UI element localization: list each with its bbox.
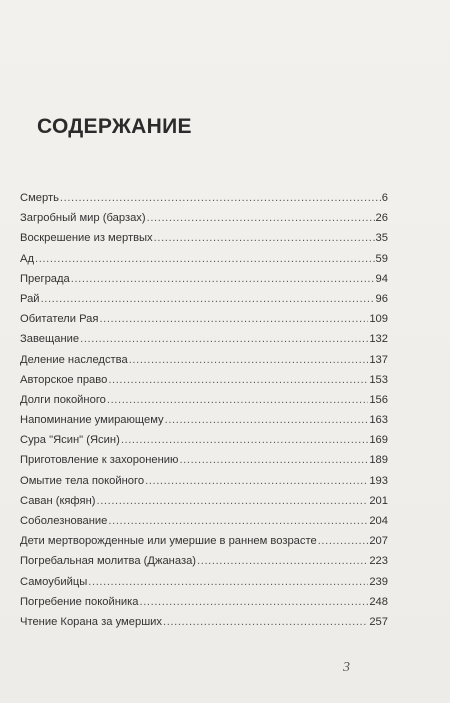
toc-entry-page: 59 — [375, 252, 388, 265]
toc-entry — [20, 495, 388, 515]
toc-entry — [20, 354, 388, 374]
dot-leader — [197, 555, 368, 567]
dot-leader — [96, 495, 368, 507]
toc-entry-label: Чтение Корана за умерших — [20, 615, 163, 628]
toc-entry-page: 109 — [369, 313, 388, 326]
toc-entry — [20, 293, 388, 313]
toc-entry-label: Погребальная молитва (Джаназа) — [20, 555, 197, 568]
dot-leader — [179, 454, 368, 466]
toc-entry-page: 169 — [369, 434, 388, 447]
toc-entry-label: Обитатели Рая — [20, 313, 99, 326]
toc-entry — [20, 434, 388, 454]
dot-leader — [154, 232, 375, 244]
toc-entry-page: 137 — [369, 353, 388, 366]
toc-entry-page: 35 — [375, 232, 388, 245]
dot-leader — [147, 212, 375, 224]
toc-entry — [20, 273, 388, 293]
page-number: 3 — [343, 660, 350, 675]
toc-entry-page: 207 — [369, 535, 388, 548]
toc-entry — [20, 192, 388, 212]
toc-entry-label: Рай — [20, 292, 40, 305]
toc-entry — [20, 394, 388, 414]
dot-leader — [140, 596, 369, 608]
toc-entry — [20, 313, 388, 333]
dot-leader — [108, 515, 368, 527]
toc-entry-page: 193 — [369, 474, 388, 487]
dot-leader — [41, 293, 375, 305]
toc-entry-label: Авторское право — [20, 373, 108, 386]
table-of-contents — [20, 192, 388, 636]
toc-entry — [20, 374, 388, 394]
toc-entry-label: Саван (кяфян) — [20, 494, 96, 507]
dot-leader — [88, 576, 368, 588]
toc-entry-page: 6 — [381, 192, 388, 204]
toc-entry-label: Соболезнование — [20, 515, 108, 527]
toc-entry-label: Преграда — [20, 272, 70, 285]
toc-entry-label: Дети мертворожденные или умершие в раннем возрасте — [20, 535, 317, 548]
dot-leader — [163, 616, 368, 628]
page-title: СОДЕРЖАНИЕ — [37, 115, 192, 138]
dot-leader — [108, 374, 368, 386]
dot-leader — [121, 434, 369, 446]
toc-entry-label: Приготовление к захоронению — [20, 454, 179, 467]
toc-entry — [20, 253, 388, 273]
dot-leader — [129, 354, 369, 366]
toc-entry — [20, 475, 388, 495]
toc-entry-label: Смерть — [20, 192, 59, 204]
toc-entry-page: 153 — [369, 373, 388, 386]
toc-entry-page: 248 — [369, 595, 388, 608]
toc-entry-label: Деление наследства — [20, 353, 128, 366]
toc-entry-page: 201 — [369, 494, 388, 507]
toc-entry — [20, 454, 388, 474]
dot-leader — [165, 414, 369, 426]
dot-leader — [145, 475, 368, 487]
toc-entry-page: 96 — [375, 292, 388, 305]
toc-entry — [20, 232, 388, 252]
toc-entry-label: Ад — [20, 252, 34, 265]
toc-entry — [20, 535, 388, 555]
toc-entry-label: Долги покойного — [20, 393, 106, 406]
toc-entry-page: 223 — [369, 555, 388, 568]
toc-entry-label: Воскрешение из мертвых — [20, 232, 153, 245]
toc-entry — [20, 515, 388, 535]
dot-leader — [35, 253, 375, 265]
toc-entry-page: 189 — [369, 454, 388, 467]
toc-entry — [20, 555, 388, 575]
toc-entry — [20, 333, 388, 353]
toc-entry-label: Сура "Ясин" (Ясин) — [20, 434, 120, 447]
dot-leader — [60, 192, 381, 204]
dot-leader — [80, 333, 368, 345]
toc-entry-label: Напоминание умирающему — [20, 414, 164, 427]
toc-entry-label: Погребение покойника — [20, 595, 139, 608]
dot-leader — [99, 313, 368, 325]
toc-entry-page: 257 — [369, 615, 388, 628]
toc-entry — [20, 616, 388, 636]
toc-entry-label: Завещание — [20, 333, 80, 346]
toc-entry-page: 156 — [369, 393, 388, 406]
toc-entry-page: 163 — [369, 414, 388, 427]
toc-entry-page: 132 — [369, 333, 388, 346]
toc-entry-label: Загробный мир (барзах) — [20, 212, 146, 225]
toc-entry-page: 94 — [375, 272, 388, 285]
toc-entry — [20, 576, 388, 596]
toc-entry — [20, 596, 388, 616]
toc-entry-page: 204 — [369, 515, 388, 527]
dot-leader — [107, 394, 368, 406]
toc-entry-page: 239 — [369, 575, 388, 588]
toc-entry — [20, 414, 388, 434]
toc-entry-page: 26 — [375, 212, 388, 225]
toc-entry-label: Самоубийцы — [20, 575, 88, 588]
toc-entry-label: Омытие тела покойного — [20, 474, 145, 487]
dot-leader — [71, 273, 375, 285]
dot-leader — [318, 535, 369, 547]
toc-entry — [20, 212, 388, 232]
